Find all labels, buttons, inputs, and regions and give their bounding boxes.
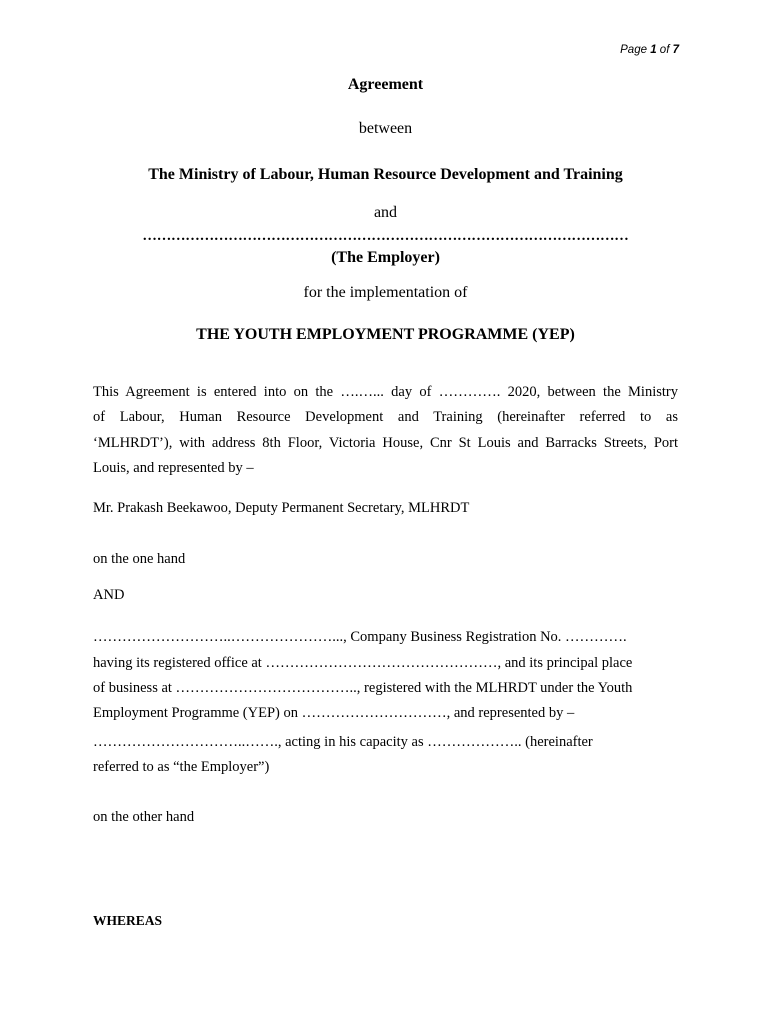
employer-line-3: of business at ……………………………….., registered with the MLHRDT under the Youth <box>93 680 633 696</box>
agreement-title: Agreement <box>347 76 424 93</box>
employer-line-5: …………………………..……., acting in his capacity as ……………….. (hereinafter <box>93 734 593 750</box>
implementation-text: for the implementation of <box>303 284 468 301</box>
employer-line-2: having its registered office at …………………………………………, and its principal place <box>93 655 633 671</box>
whereas-heading: WHEREAS <box>93 913 163 928</box>
employer-line-6: referred to as “the Employer”) <box>93 759 270 775</box>
page-current: 1 <box>650 44 657 56</box>
employer-label: (The Employer) <box>331 249 440 266</box>
page-total: 7 <box>672 44 679 56</box>
employer-name-placeholder: ………………………………………………………………………………………… <box>142 230 629 244</box>
page-number <box>620 44 679 56</box>
representative-text: Mr. Prakash Beekawoo, Deputy Permanent Secretary, MLHRDT <box>93 500 470 516</box>
programme-title: THE YOUTH EMPLOYMENT PROGRAMME (YEP) <box>196 326 575 343</box>
intro-line-2: of Labour, Human Resource Development and Training (hereinafter referred to as <box>93 409 678 425</box>
intro-line-3: ‘MLHRDT’), with address 8th Floor, Victoria House, Cnr St Louis and Barracks Streets, Port <box>93 435 678 451</box>
between-text: between <box>358 120 413 137</box>
page-label: Page <box>620 44 647 56</box>
other-hand-text: on the other hand <box>93 809 195 825</box>
employer-line-1: ………………………..…………………..., Company Business Registration No. …………. <box>93 629 627 645</box>
intro-line-4: Louis, and represented by – <box>93 460 254 476</box>
and-text: and <box>373 204 398 221</box>
employer-line-4: Employment Programme (YEP) on …………………………, and represented by – <box>93 705 575 721</box>
one-hand-text: on the one hand <box>93 551 186 567</box>
and-caps-text: AND <box>93 587 125 603</box>
page-of: of <box>659 44 670 56</box>
ministry-title: The Ministry of Labour, Human Resource Development and Training <box>148 166 623 183</box>
intro-line-1: This Agreement is entered into on the ….…... day of …………. 2020, between the Ministry <box>93 384 678 400</box>
